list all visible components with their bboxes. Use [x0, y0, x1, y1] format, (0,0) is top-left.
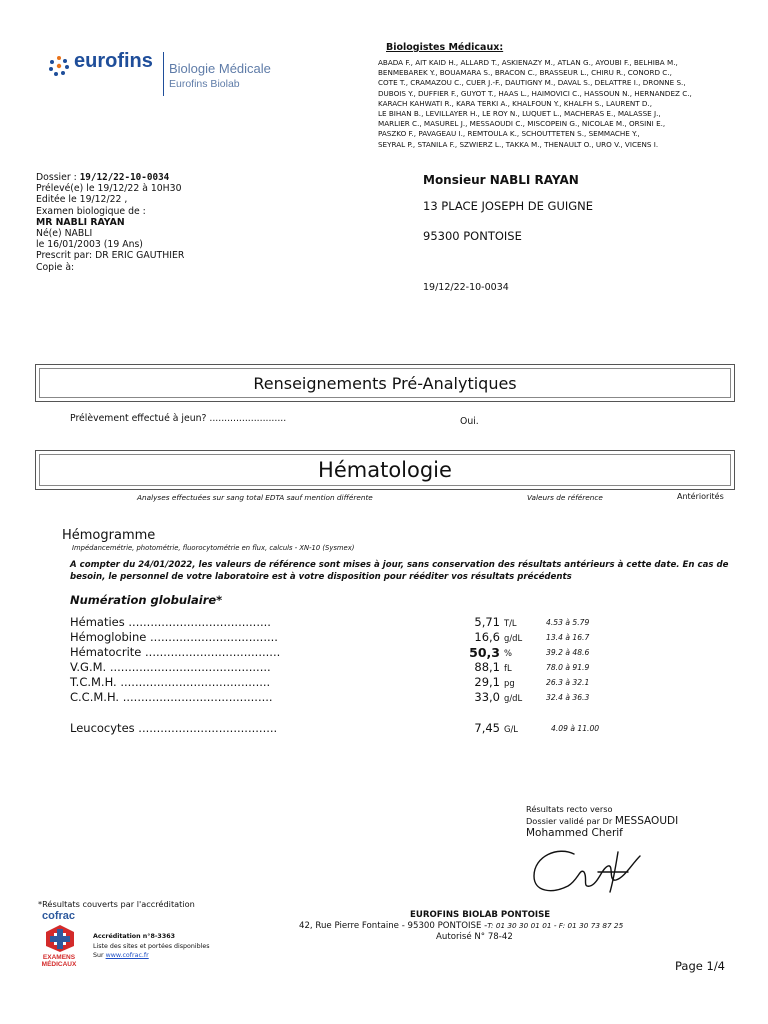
numeration-title: Numération globulaire*	[70, 593, 223, 607]
biologists-line: DUBOIS Y., DUFFIER F., GUYOT T., HAAS L., HAIMOVICI C., HASSOUN N., HERNANDEZ C.,	[378, 88, 692, 98]
hemogram-method: Impédancemétrie, photométrie, fluorocytométrie en flux, calculs - XN-10 (Sysmex)	[72, 544, 355, 552]
result-value: 5,71	[474, 615, 500, 629]
cofrac-link[interactable]: www.cofrac.fr	[105, 952, 149, 960]
validated-by-line: Dossier validé par Dr MESSAOUDI	[526, 815, 679, 827]
result-unit: pg	[504, 678, 515, 688]
result-value: 88,1	[474, 660, 500, 674]
result-label: V.G.M. ............................................	[70, 660, 271, 674]
result-reference: 26.3 à 32.1	[546, 678, 590, 687]
accreditation-number: Accréditation n°8-3363	[93, 933, 175, 940]
lab-address-line	[299, 921, 623, 931]
lab-phone: T: 01 30 30 01 01 - F: 01 30 73 87 25	[487, 921, 624, 930]
dossier-line: Dossier : 19/12/22-10-0034	[36, 172, 170, 183]
biologists-line: PASZKO F., PAVAGEAU I., REMTOULA K., SCHOUTTETEN S., SEMMACHE Y.,	[378, 129, 640, 139]
biologists-line: SEYRAL P., STANILA F., SZWIERZ L., TAKKA M., THENAULT O., URO V., VICENS I.	[378, 139, 659, 149]
address-street: 13 PLACE JOSEPH DE GUIGNE	[423, 199, 594, 213]
logo-divider	[163, 52, 164, 96]
result-value: 50,3	[469, 645, 500, 660]
result-reference: 4.53 à 5.79	[546, 618, 590, 627]
eurofins-logo	[48, 50, 288, 100]
logo-word: eurofins	[74, 50, 153, 72]
biologists-line: ABADA F., AIT KAID H., ALLARD T., ASKIENAZY M., ATLAN G., AYOUBI F., BELHIBA M.,	[378, 58, 678, 67]
cofrac-emblem-icon	[40, 923, 80, 953]
result-label: C.C.M.H. .........................................	[70, 690, 273, 704]
brand-line1: Biologie Médicale	[169, 61, 271, 76]
result-reference: 13.4 à 16.7	[546, 633, 590, 642]
lab-name: EUROFINS BIOLAB PONTOISE	[410, 910, 551, 920]
address-ref: 19/12/22-10-0034	[423, 282, 509, 293]
copie-line: Copie à:	[36, 261, 75, 273]
analysis-note: Analyses effectuées sur sang total EDTA sauf mention différente	[137, 493, 373, 502]
birth-line: le 16/01/2003 (19 Ans)	[36, 239, 143, 251]
eurofins-dots-icon	[48, 55, 70, 77]
fasting-answer: Oui.	[460, 416, 479, 427]
result-value: 33,0	[474, 690, 500, 704]
page-number: Page 1/4	[675, 959, 726, 973]
result-unit: g/dL	[504, 633, 523, 643]
biologists-line: BENMEBAREK Y., BOUAMARA S., BRACON C., BRASSEUR L., CHIRU R., CONORD C.,	[378, 68, 672, 78]
preanalytic-title: Renseignements Pré-Analytiques	[253, 373, 517, 393]
biologists-line: KARACH KAHWATI R., KARA TERKI A., KHALFOUN Y., KHALFH S., LAURENT D.,	[378, 98, 653, 108]
result-label: Leucocytes ......................................	[70, 721, 278, 735]
hematology-header	[35, 450, 735, 490]
result-label: Hématies .......................................	[70, 615, 271, 629]
preanalytic-header	[35, 364, 735, 402]
result-unit: g/dL	[504, 693, 523, 703]
doctor-name: MESSAOUDI	[614, 815, 679, 827]
previous-header: Antériorités	[677, 492, 724, 501]
hemogram-title: Hémogramme	[62, 528, 156, 543]
examen-line: Examen biologique de :	[36, 205, 146, 217]
cofrac-logo	[38, 910, 84, 976]
result-reference: 78.0 à 91.9	[546, 663, 590, 672]
biologists-line: COTE T., CRAMAZOU C., CUER J.-F., DAUTIGNY M., DAVAL S., DELATTRE I., DRONNE S.,	[378, 78, 686, 88]
dossier-block	[36, 172, 184, 273]
result-unit: fL	[504, 663, 512, 673]
result-value: 16,6	[474, 630, 500, 644]
address-name: Monsieur NABLI RAYAN	[423, 173, 579, 187]
recto-verso-line: Résultats recto verso	[526, 804, 613, 814]
accreditation-list: Liste des sites et portées disponibles	[93, 942, 210, 950]
hematology-title: Hématologie	[318, 458, 452, 482]
result-reference: 32.4 à 36.3	[546, 693, 590, 702]
result-label: T.C.M.H. .........................................	[70, 675, 271, 689]
lab-authorization: Autorisé N° 78-42	[436, 932, 513, 942]
signature-image	[528, 842, 658, 902]
patient-name: MR NABLI RAYAN	[36, 216, 125, 228]
result-label: Hématocrite .....................................	[70, 645, 281, 659]
reference-notice: A compter du 24/01/2022, les valeurs de référence sont mises à jour, sans conservation des résultats antérieurs à cette date. En cas de besoin, le personnel de votre laboratoire est à votre disposition pour rééditer vos résultats précédents	[70, 560, 729, 582]
accreditation-note: *Résultats couverts par l'accréditation	[38, 899, 195, 909]
nee-line: Né(e) NABLI	[36, 228, 93, 240]
result-unit: G/L	[504, 724, 518, 734]
dossier-number: 19/12/22-10-0034	[79, 172, 170, 183]
result-unit: %	[504, 648, 512, 658]
biologists-line: MARLIER C., MASUREL J., MESSAOUDI C., MISCOPEIN G., NICOLAE M., ORSINI E.,	[378, 119, 666, 129]
result-unit: T/L	[504, 618, 517, 628]
cofrac-word: cofrac	[42, 910, 76, 922]
doctor-name-2: Mohammed Cherif	[526, 827, 623, 839]
reference-header: Valeurs de référence	[527, 493, 603, 502]
accreditation-link-line: Sur www.cofrac.fr	[93, 952, 149, 960]
result-reference: 39.2 à 48.6	[546, 648, 590, 657]
prescrit-line: Prescrit par: DR ERIC GAUTHIER	[36, 250, 185, 262]
accreditation-info	[93, 932, 210, 961]
result-reference: 4.09 à 11.00	[551, 724, 600, 733]
biologists-line: LE BIHAN B., LEVILLAYER H., LE ROY N., LUQUET L., MACHERAS E., MALASSE J.,	[378, 109, 661, 119]
preleve-line: Prélevé(e) le 19/12/22 à 10H30	[36, 183, 182, 195]
biologists-list	[378, 58, 692, 150]
lab-address: 42, Rue Pierre Fontaine - 95300 PONTOISE -	[299, 921, 488, 931]
cofrac-sub: EXAMENS MÉDICAUX	[41, 954, 77, 968]
address-city: 95300 PONTOISE	[423, 229, 522, 243]
result-value: 7,45	[474, 721, 500, 735]
result-label: Hémoglobine ...................................	[70, 630, 278, 644]
editee-line: Editée le 19/12/22 ,	[36, 194, 128, 206]
brand-line2: Eurofins Biolab	[169, 78, 240, 90]
biologists-title: Biologistes Médicaux:	[386, 42, 504, 53]
result-value: 29,1	[474, 675, 500, 689]
fasting-question: Prélèvement effectué à jeun? ..........................	[70, 413, 287, 424]
